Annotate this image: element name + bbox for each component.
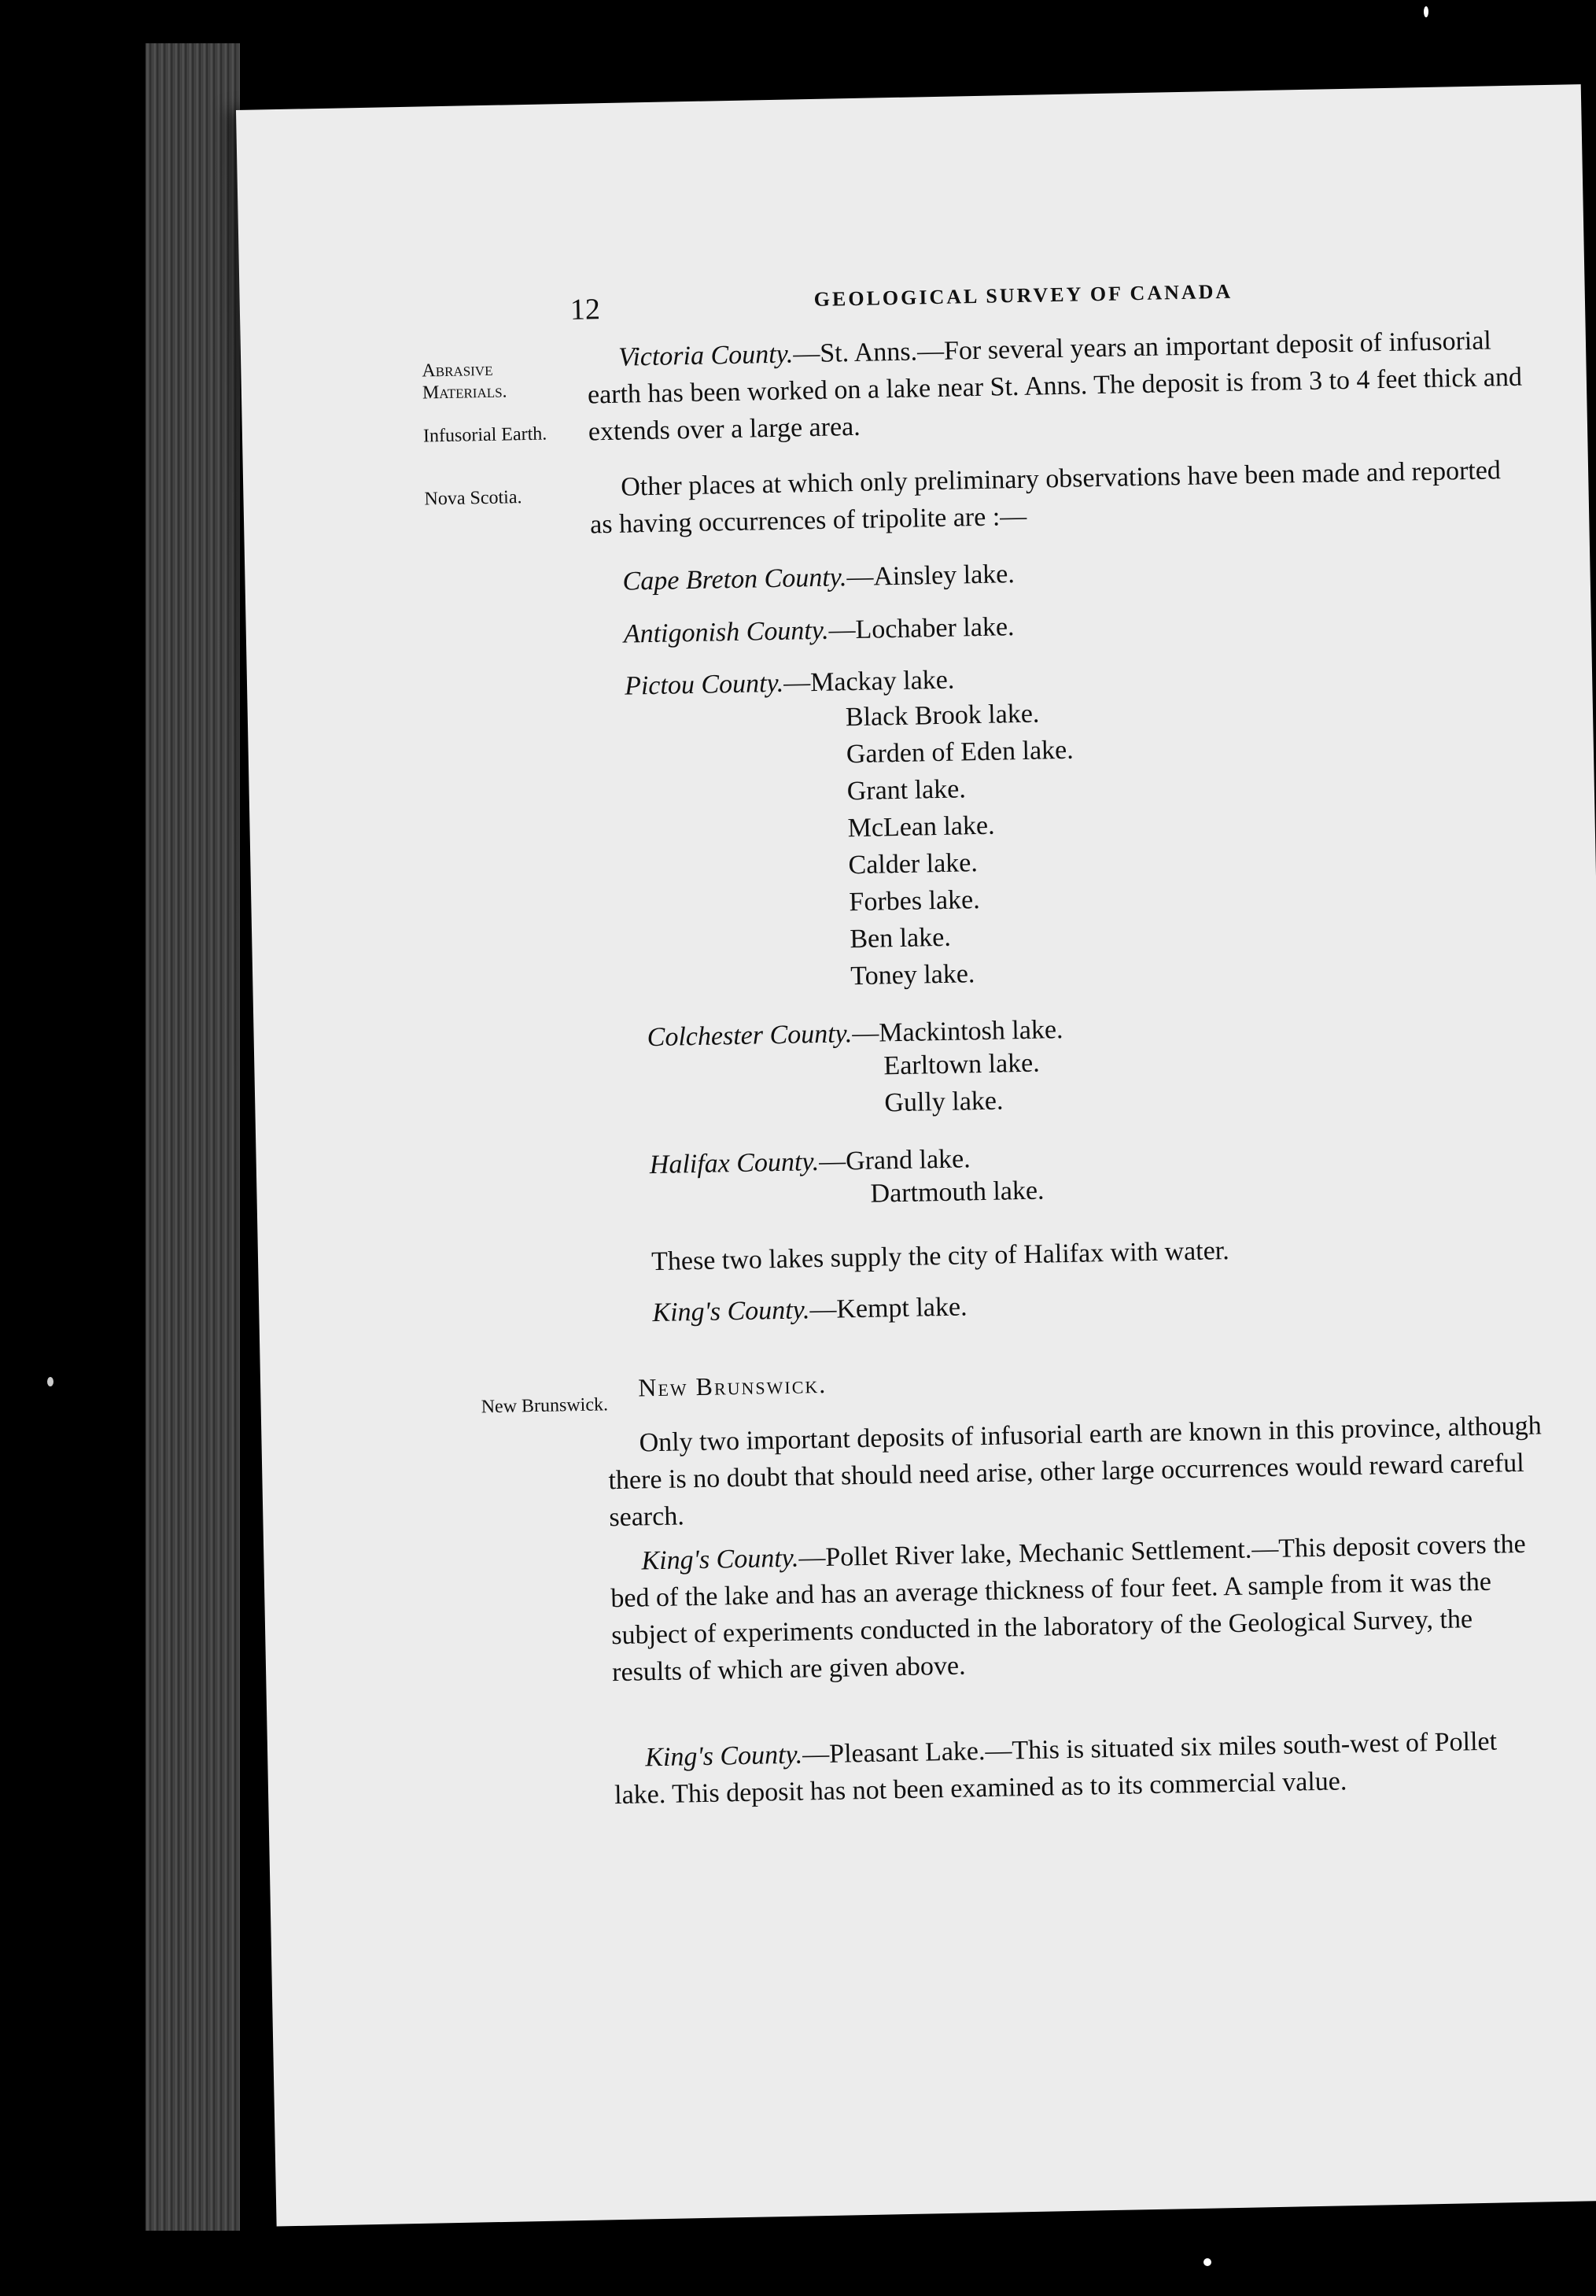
cape-breton-entry: [622, 556, 1015, 600]
lake-item: Toney lake.: [850, 959, 975, 991]
running-head: GEOLOGICAL SURVEY OF CANADA: [813, 279, 1233, 311]
margin-note-abrasive: Abrasive Materials.: [422, 359, 507, 404]
pollet-paragraph: [610, 1525, 1548, 1691]
lake-item: Gully lake.: [884, 1086, 1004, 1118]
county-name: Victoria County.: [617, 339, 794, 372]
lake-item: Dartmouth lake.: [870, 1176, 1045, 1209]
page-header: [569, 276, 1436, 327]
margin-note-infusorial: Infusorial Earth.: [422, 423, 547, 447]
lake-name: —Grand lake.: [818, 1144, 971, 1177]
lake-item: McLean lake.: [847, 810, 995, 843]
lake-name: —Ainsley lake.: [846, 559, 1015, 592]
pictou-entry: [625, 662, 955, 705]
dust-speck: [1203, 2258, 1211, 2266]
new-brunswick-intro: Only two important deposits of infusorial earth are known in this province, although there is no doubt that should need arise, other large occurrences would reward careful search.: [608, 1411, 1543, 1533]
lake-item: Grant lake.: [846, 774, 967, 807]
lake-item: Ben lake.: [850, 922, 952, 954]
lake-item: Earltown lake.: [883, 1048, 1041, 1081]
paragraph-text: —Pollet River lake, Mechanic Settlement.—This deposit covers the bed of the lake and has an average thickness of four feet. A sample from it was the subject of experiments conducted in the laboratory of the Geological Survey, the results of which are given above.: [610, 1529, 1527, 1688]
county-name: King's County.: [644, 1740, 803, 1773]
halifax-entry: [649, 1140, 971, 1183]
county-name: King's County.: [641, 1543, 799, 1576]
county-name: Halifax County.: [649, 1147, 820, 1180]
section-heading-new-brunswick: New Brunswick.: [637, 1369, 827, 1402]
book-binding-edge: [146, 43, 240, 2231]
paragraph-text: —Pleasant Lake.—This is situated six miles south-west of Pollet lake. This deposit has not been examined as to its commercial value.: [614, 1726, 1498, 1811]
lake-item: Calder lake.: [848, 848, 979, 880]
lake-item: Black Brook lake.: [845, 699, 1040, 733]
county-name: Pictou County.: [624, 668, 784, 701]
lake-name: —Kempt lake.: [809, 1292, 968, 1325]
county-name: Antigonish County.: [623, 615, 829, 649]
county-name: Colchester County.: [647, 1019, 853, 1053]
lake-item: Forbes lake.: [849, 885, 980, 917]
victoria-paragraph: [587, 322, 1524, 451]
kings-county-ns-entry: [652, 1288, 968, 1331]
intro-paragraph: Other places at which only preliminary observations have been made and reported as having occurrences of tripolite are :—: [589, 456, 1502, 540]
lake-name: —Lochaber lake.: [828, 612, 1015, 645]
lake-item: Garden of Eden lake.: [846, 735, 1074, 770]
lake-name: —Mackintosh lake.: [851, 1015, 1063, 1049]
page-number: 12: [569, 293, 601, 327]
paragraph-text: —St. Anns.—For several years an important deposit of infusorial earth has been worked on a lake near St. Anns. The deposit is from 3 to 4 feet thick and extends over a large area.: [587, 326, 1523, 447]
margin-note-new-brunswick: New Brunswick.: [481, 1394, 609, 1418]
pleasant-paragraph: [614, 1722, 1551, 1814]
halifax-note: These two lakes supply the city of Halifax with water.: [651, 1236, 1230, 1277]
dust-speck: [1424, 6, 1428, 17]
county-name: Cape Breton County.: [622, 563, 847, 596]
dust-speck: [47, 1377, 53, 1386]
lake-name: —Mackay lake.: [783, 665, 955, 698]
book-page: [236, 84, 1596, 2226]
county-name: King's County.: [652, 1295, 810, 1328]
margin-note-nova-scotia: Nova Scotia.: [424, 487, 522, 510]
antigonish-entry: [623, 608, 1014, 653]
